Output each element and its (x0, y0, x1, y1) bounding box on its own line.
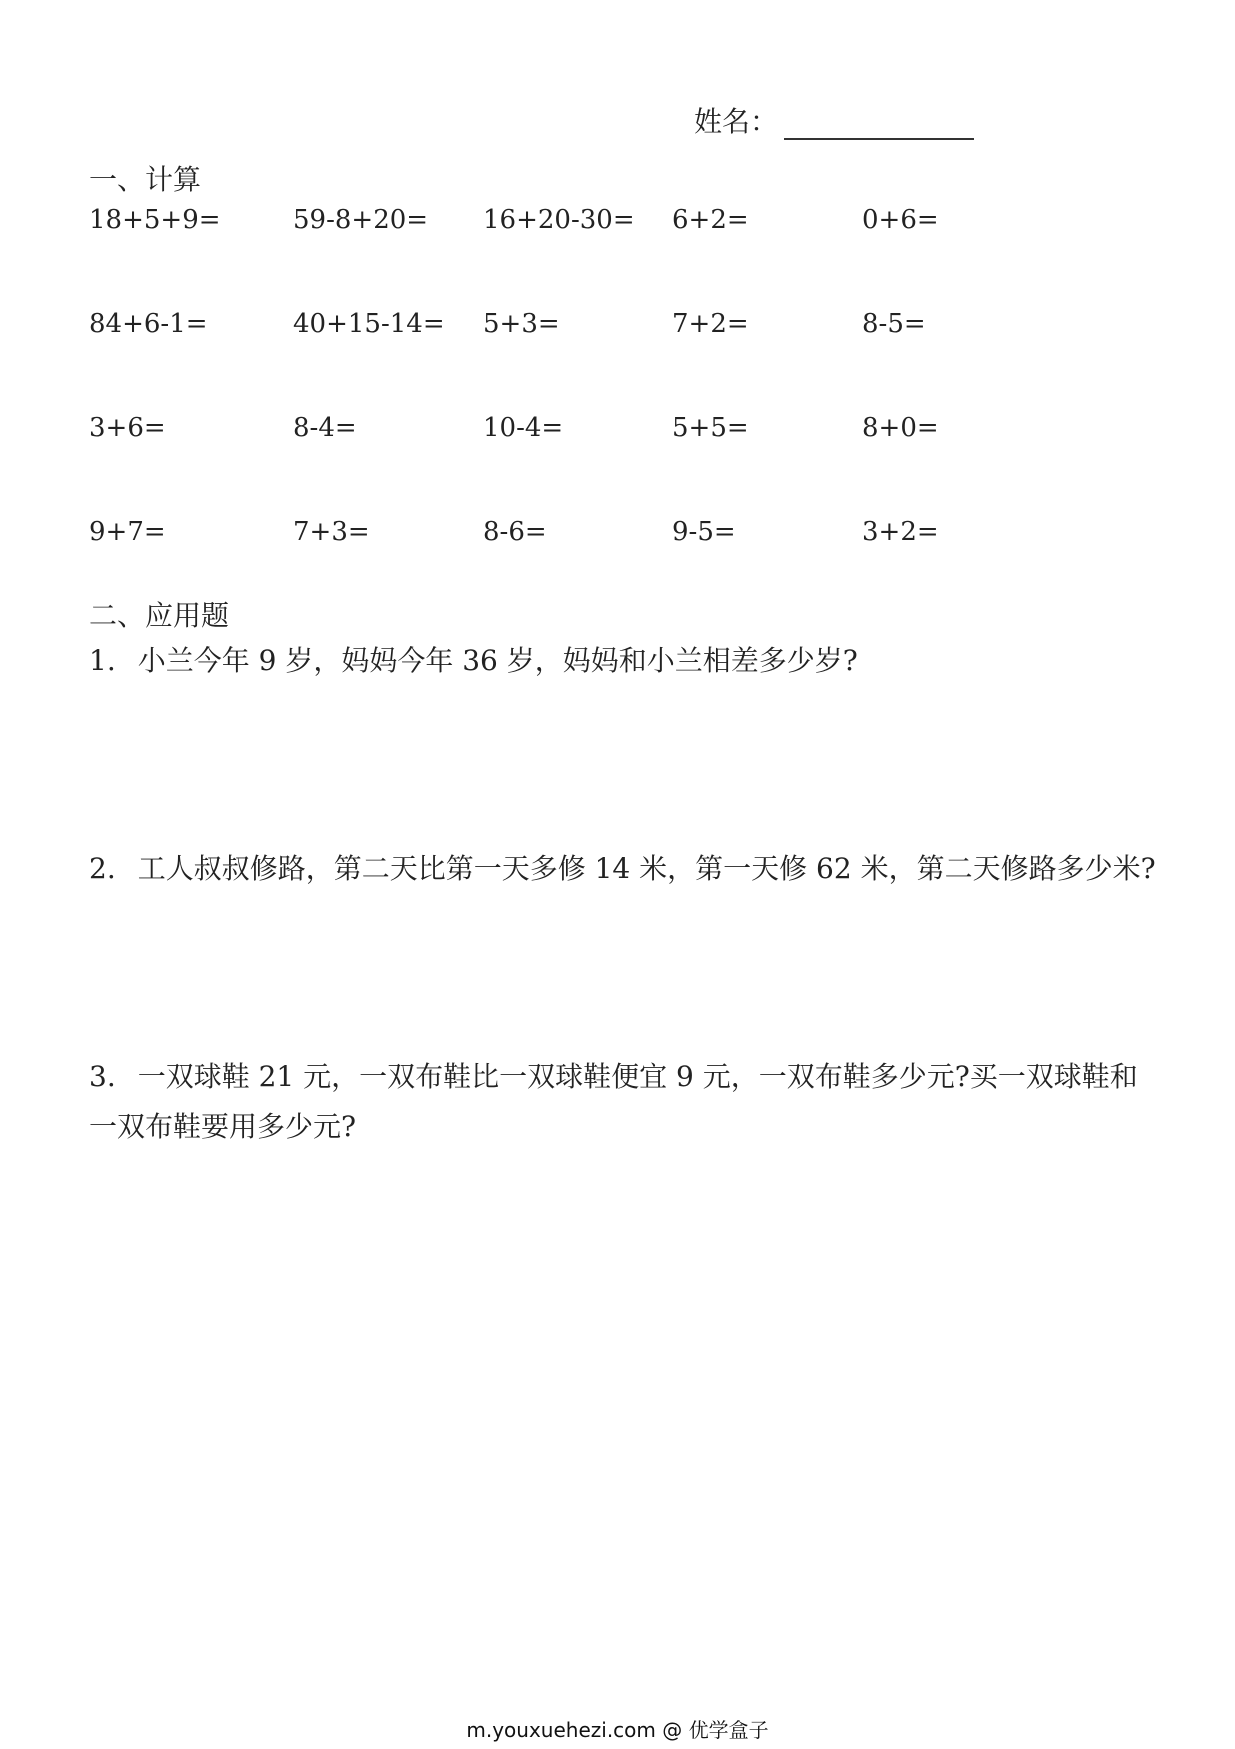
calc-item: 7+3= (293, 517, 370, 547)
calc-item: 40+15-14= (293, 309, 445, 339)
question-number: 2. (89, 852, 116, 885)
question-number: 1. (89, 644, 116, 677)
calc-row (89, 517, 1089, 621)
calc-row (89, 205, 1089, 309)
calc-item: 8-6= (483, 517, 547, 547)
calc-item: 7+2= (672, 309, 749, 339)
name-blank-line[interactable] (784, 112, 974, 140)
calc-item: 0+6= (862, 205, 939, 235)
footer-watermark: m.youxuehezi.com @ 优学盒子 (466, 1718, 769, 1742)
word-problem-1 (89, 636, 1159, 686)
name-label: 姓名： (694, 105, 779, 138)
calc-row (89, 309, 1089, 413)
question-number: 3. (89, 1060, 116, 1093)
calc-item: 10-4= (483, 413, 564, 443)
section-2-title: 二、应用题 (89, 599, 230, 632)
calc-item: 5+5= (672, 413, 749, 443)
calc-item: 5+3= (483, 309, 560, 339)
section-1-title: 一、计算 (89, 163, 202, 196)
calc-item: 3+2= (862, 517, 939, 547)
calc-item: 59-8+20= (293, 205, 429, 235)
word-problem-3 (89, 1052, 1159, 1152)
calc-item: 8-5= (862, 309, 926, 339)
word-problem-2 (89, 844, 1159, 894)
question-text: 小兰今年 9 岁，妈妈今年 36 岁，妈妈和小兰相差多少岁? (137, 644, 858, 677)
calc-item: 3+6= (89, 413, 166, 443)
calculation-grid (89, 205, 1089, 621)
calc-item: 16+20-30= (483, 205, 635, 235)
calc-item: 84+6-1= (89, 309, 208, 339)
calc-item: 8-4= (293, 413, 357, 443)
question-text: 一双球鞋 21 元，一双布鞋比一双球鞋便宜 9 元，一双布鞋多少元?买一双球鞋和一双布鞋要用多少元? (89, 1060, 1138, 1143)
name-field (694, 100, 974, 140)
calc-row (89, 413, 1089, 517)
calc-item: 9-5= (672, 517, 736, 547)
calc-item: 9+7= (89, 517, 166, 547)
calc-item: 8+0= (862, 413, 939, 443)
calc-item: 6+2= (672, 205, 749, 235)
question-text: 工人叔叔修路，第二天比第一天多修 14 米，第一天修 62 米，第二天修路多少米? (137, 852, 1156, 885)
calc-item: 18+5+9= (89, 205, 221, 235)
